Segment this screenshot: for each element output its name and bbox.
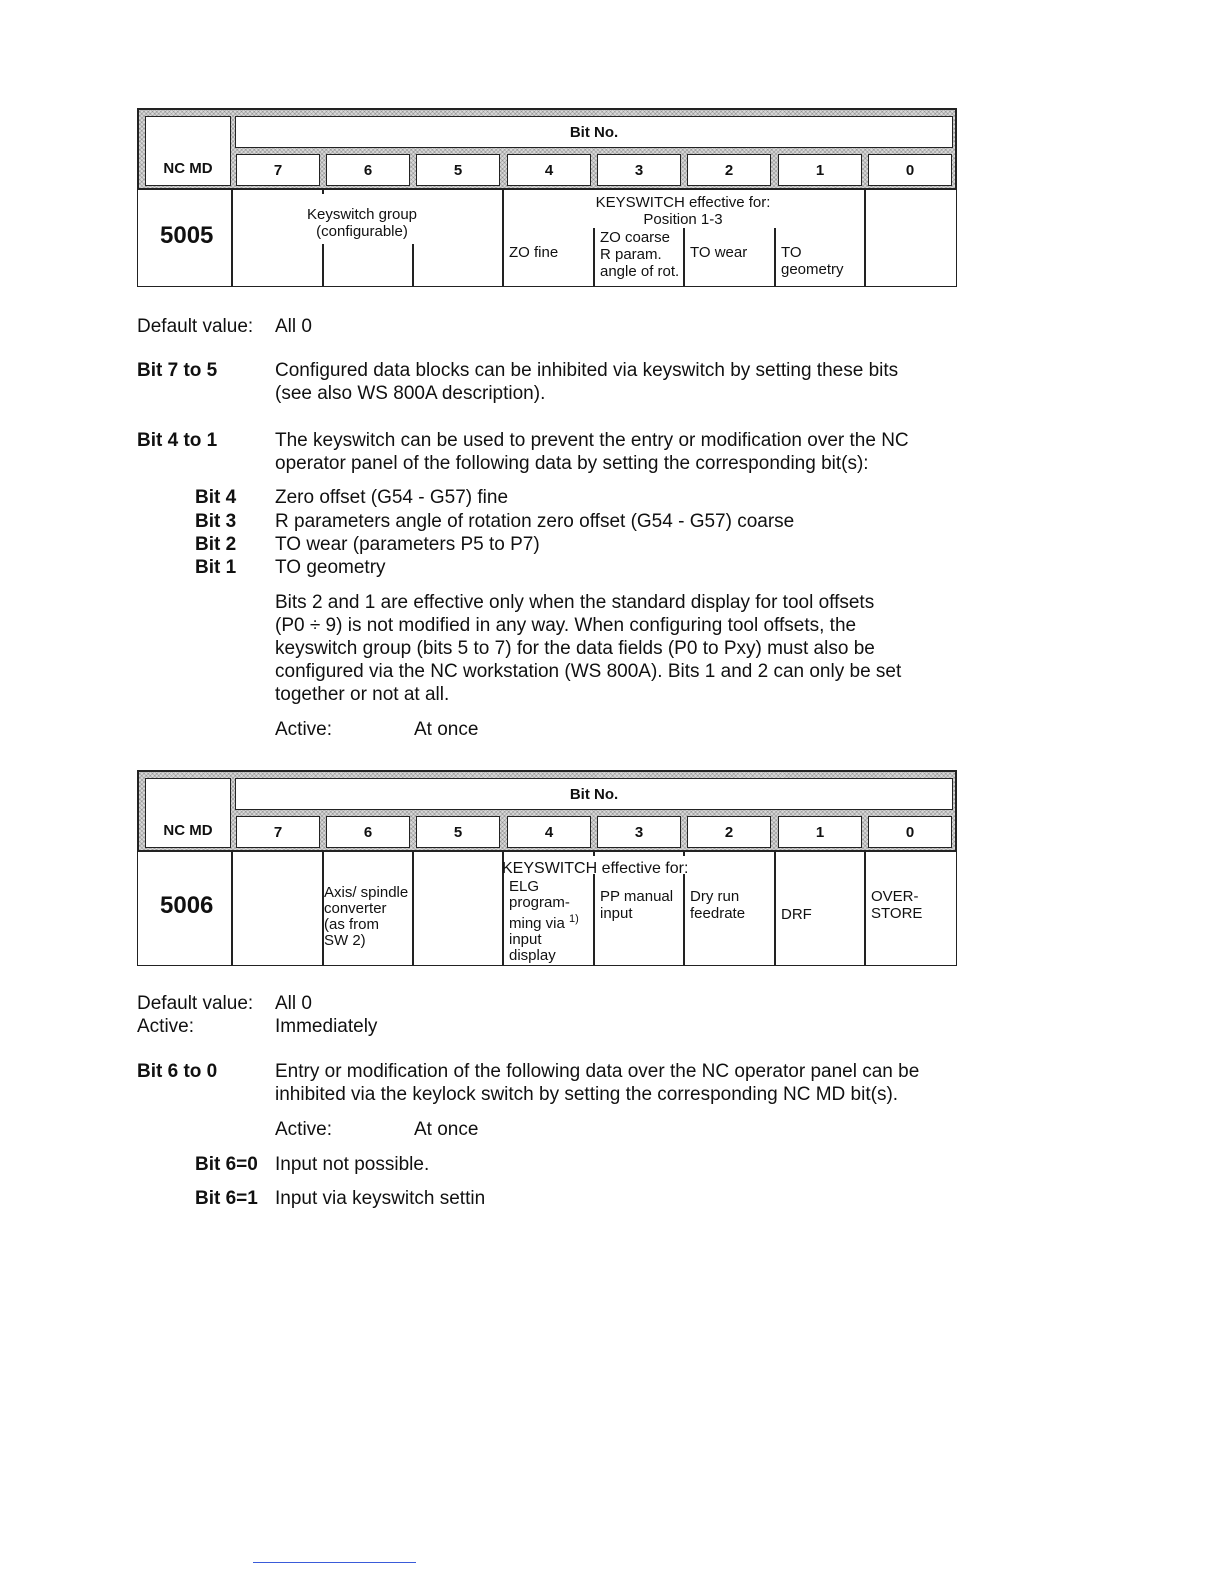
note-line: keyswitch group (bits 5 to 7) for the data fields (P0 to Pxy) must also be	[275, 638, 875, 659]
bit41-line1: The keyswitch can be used to prevent the entry or modification over the NC	[275, 430, 909, 451]
bit2-to-wear: TO wear	[690, 244, 748, 261]
active-label: Active:	[137, 1016, 195, 1037]
bit6-1-text: Input via keyswitch settin	[275, 1188, 486, 1209]
note-line: (P0 ÷ 9) is not modified in any way. When configuring tool offsets, the	[275, 615, 857, 636]
bit-item-label: Bit 2	[195, 534, 237, 555]
active-label: Active:	[275, 1119, 333, 1140]
table-header	[137, 108, 957, 190]
bit3-pp-manual-input: PP manual input	[600, 888, 674, 922]
bit60-line2: inhibited via the keylock switch by setting the corresponding NC MD bit(s).	[275, 1084, 899, 1105]
bit-2-header: 2	[687, 816, 771, 848]
bit-0-header: 0	[868, 816, 952, 848]
bit6-0-label: Bit 6=0	[195, 1154, 258, 1175]
bit-5-header: 5	[416, 154, 500, 186]
nc-md-label: NC MD	[145, 116, 231, 186]
bit-3-header: 3	[597, 154, 681, 186]
bit75-label: Bit 7 to 5	[137, 360, 218, 381]
keyswitch-group-label: Keyswitch group (configurable)	[306, 206, 418, 240]
note-line: configured via the NC workstation (WS 800A). Bits 1 and 2 can only be set	[275, 661, 902, 682]
bit0-overstore: OVER- STORE	[871, 888, 923, 922]
keyswitch-effective-label: KEYSWITCH effective for:	[502, 860, 689, 877]
bit-1-header: 1	[778, 154, 862, 186]
bit-4-header: 4	[507, 154, 591, 186]
bit1-to-geometry: TO geometry	[781, 244, 844, 278]
nc-md-label: NC MD	[145, 778, 231, 848]
default-value: All 0	[275, 993, 312, 1014]
footer-rule	[253, 1562, 416, 1563]
nc-md-table-5005	[137, 108, 957, 288]
bit-no-label: Bit No.	[235, 116, 953, 148]
active-value: At once	[414, 1119, 479, 1140]
bit-item-label: Bit 3	[195, 511, 237, 532]
bit60-line1: Entry or modification of the following data over the NC operator panel can be	[275, 1061, 920, 1082]
default-value: All 0	[275, 316, 312, 337]
default-value-label: Default value:	[137, 316, 254, 337]
bit3-zo-coarse: ZO coarse R param. angle of rot.	[600, 229, 680, 280]
active-value: Immediately	[275, 1016, 378, 1037]
md-number: 5005	[160, 222, 214, 249]
bit60-label: Bit 6 to 0	[137, 1061, 218, 1082]
bit-item-text: R parameters angle of rotation zero offset (G54 - G57) coarse	[275, 511, 795, 532]
note-line: Bits 2 and 1 are effective only when the standard display for tool offsets	[275, 592, 875, 613]
bit1-drf: DRF	[781, 906, 812, 923]
bit41-line2: operator panel of the following data by setting the corresponding bit(s):	[275, 453, 869, 474]
active-value: At once	[414, 719, 479, 740]
bit-item-text: TO geometry	[275, 557, 386, 578]
bit-1-header: 1	[778, 816, 862, 848]
bit75-line1: Configured data blocks can be inhibited via keyswitch by setting these bits	[275, 360, 899, 381]
bit-item-text: TO wear (parameters P5 to P7)	[275, 534, 540, 555]
bit4-zo-fine: ZO fine	[509, 244, 559, 261]
bit6-1-label: Bit 6=1	[195, 1188, 258, 1209]
footnote-marker: 1)	[569, 913, 579, 925]
bit-6-header: 6	[326, 816, 410, 848]
bit-2-header: 2	[687, 154, 771, 186]
bit-7-header: 7	[236, 154, 320, 186]
default-value-label: Default value:	[137, 993, 254, 1014]
note-line: together or not at all.	[275, 684, 450, 705]
bit-7-header: 7	[236, 816, 320, 848]
bit-6-header: 6	[326, 154, 410, 186]
bit-3-header: 3	[597, 816, 681, 848]
bit-4-header: 4	[507, 816, 591, 848]
bit-5-header: 5	[416, 816, 500, 848]
bit-0-header: 0	[868, 154, 952, 186]
bit6-axis-spindle: Axis/ spindle converter (as from SW 2)	[324, 884, 409, 949]
table-body	[137, 850, 957, 966]
md-number: 5006	[160, 892, 214, 919]
bit-item-label: Bit 1	[195, 557, 237, 578]
active-label: Active:	[275, 719, 333, 740]
bit75-line2: (see also WS 800A description).	[275, 383, 546, 404]
bit-no-label: Bit No.	[235, 778, 953, 810]
bit6-0-text: Input not possible.	[275, 1154, 430, 1175]
table-header	[137, 770, 957, 852]
table-body	[137, 188, 957, 287]
bit-item-text: Zero offset (G54 - G57) fine	[275, 487, 509, 508]
bit4-elg-programming: ELG program- ming via $^{1)}$ input display	[509, 878, 579, 964]
nc-md-table-5006	[137, 770, 957, 967]
bit-item-label: Bit 4	[195, 487, 237, 508]
bit2-dry-run-feedrate: Dry run feedrate	[690, 888, 746, 922]
keyswitch-effective-label: KEYSWITCH effective for: Position 1-3	[595, 194, 771, 228]
bit41-label: Bit 4 to 1	[137, 430, 218, 451]
